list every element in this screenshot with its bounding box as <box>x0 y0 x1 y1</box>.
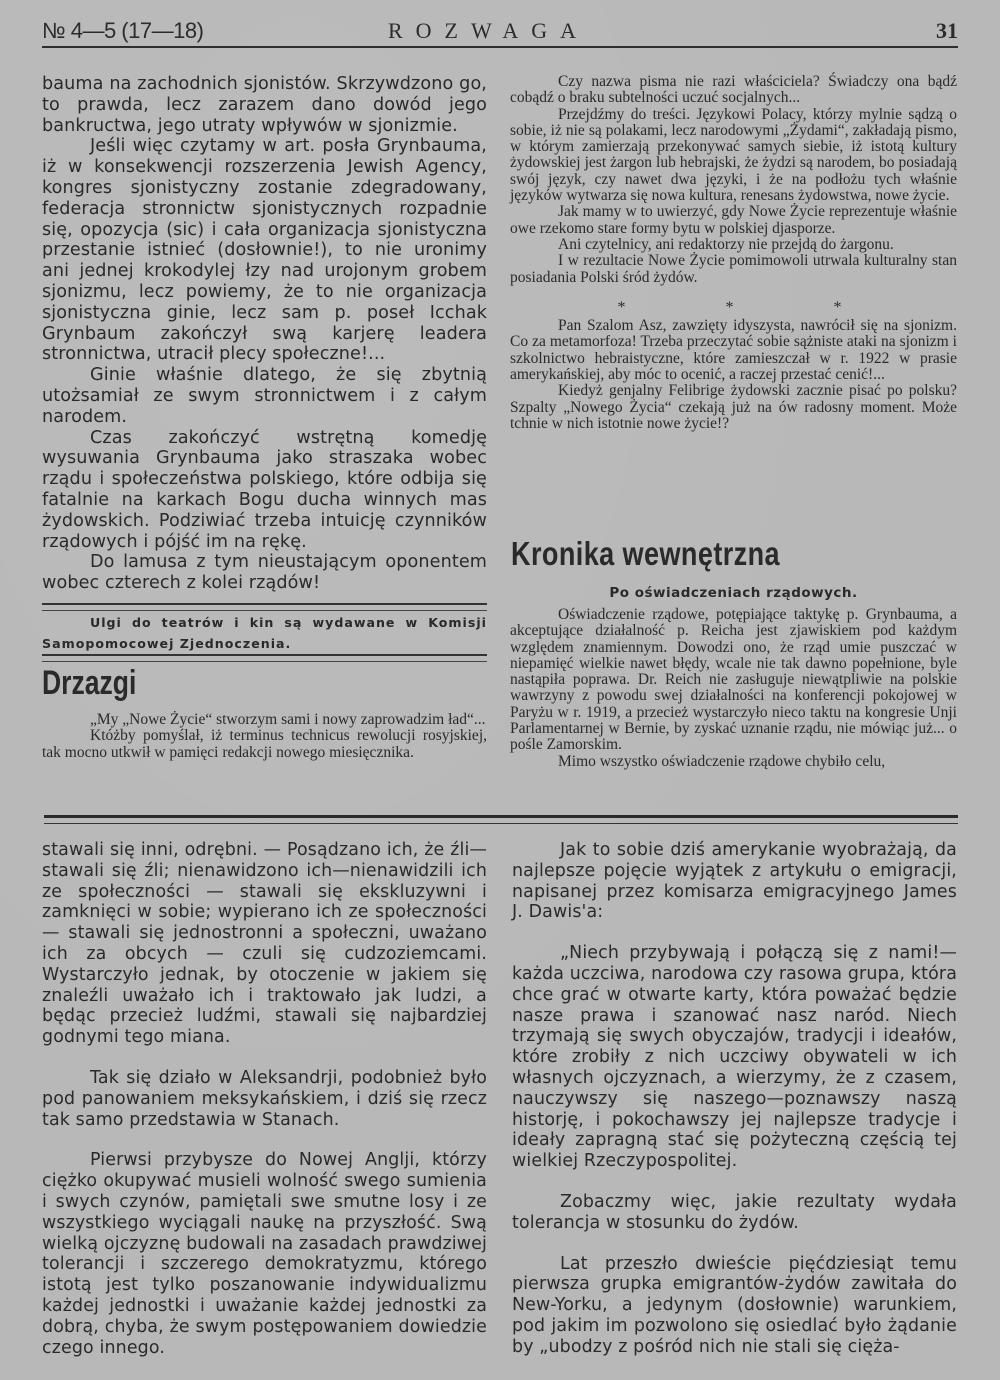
paragraph: Tak się działo w Aleksandrji, podobnież było pod panowaniem meksykańskiem, i dziś się rzecz tak samo przedstawia w Stanach. <box>42 1067 487 1130</box>
paragraph: Jeśli więc czytamy w art. posła Grynbauma, iż w konsekwencji rozszerzenia Jewish Agency, kongres sjonistyczny zostanie zdegradowany, federacja stronnictw sjonistycznych rozpadnie się, opozycja (sic) i cała organizacja sjonistyczna przestanie istnieć (dosłownie!), to nie uronimy ani jednej krokodylej łzy nad urojonym grobem sjonizmu, lecz powiemy, że to nie organizacja sjonistyczna ginie, lecz sam p. poseł Icchak Grynbaum zakończył swą karjerę leadera stronnictwa, utracił plecy społeczne!... <box>42 136 487 365</box>
section-heading-drzazgi: Drzazgi <box>42 664 137 702</box>
paragraph: Kiedyż genjalny Felibrige żydowski zacznie pisać po polsku? Szpalty „Nowego Życia“ czekają już na ów radosny moment. Może tchnie w nich istotnie nowe życie!? <box>510 382 957 432</box>
kronika-subheading: Po oświadczeniach rządowych. <box>609 585 858 601</box>
article-tolerance-left <box>42 840 487 1358</box>
article-tolerance-right <box>512 840 957 1358</box>
paragraph: Przejdźmy do treści. Językowi Polacy, którzy mylnie sądzą o sobie, iż nie są polakami, lecz narodowymi „Żydami“, zakładają pismo, w którym zamierzają przekonywać samych siebie, iż istotą kultury żydowskiej jest żargon lub hebrajski, że żydzi są narodem, bo posiadają swój język, czy nawet dwa języki, i że na podłożu tych właśnie języków wytwarza się nowa kultura, renesans żydowstwa, nowe życie. <box>510 105 957 205</box>
notice-top-rule <box>42 603 487 611</box>
paragraph: bauma na zachodnich sjonistów. Skrzywdzono go, to prawda, lecz zarazem dano dowód jego bankructwa, jego utraty wpływów w sjonizmie. <box>42 74 487 136</box>
paragraph: Do lamusa z tym nieustającym oponentem wobec czterech z kolei rządów! <box>42 552 487 594</box>
paragraph: Pierwsi przybysze do Nowej Anglji, którzy ciężko okupywać musieli wolność swego sumienia i swych czynów, pamiętali swe smutne losy i ze wszystkiego wyciągali naukę na przyszłość. Swą wielką ojczyznę budowali na zasadach prawdziwej tolerancji i szczerego demokratyzmu, którego istotą jest tylko poszanowanie indywidualizmu każdej jednostki i uważanie każdej jednostki za dobrą, chyba, że swym postępowaniem dowiedzie czego innego. <box>42 1150 487 1358</box>
paragraph: Ani czytelnicy, ani redaktorzy nie przejdą do żargonu. <box>558 235 894 253</box>
paragraph: Lat przeszło dwieście pięćdziesiąt temu pierwsza grupka emigrantów-żydów zawitała do New-Yorku, a jedynym (dosłownie) warunkiem, pod jakim im pozwolono się osiedlać było żądanie by „ubodzy z pośród nich nie stali się cięża- <box>512 1253 957 1357</box>
paragraph: Ginie właśnie dlatego, że się zbytnią utożsamiał ze swym stronnictwem i z całym narodem. <box>42 365 487 427</box>
drzazgi-continuation <box>510 74 957 432</box>
paragraph: „My „Nowe Życie“ stworzym sami i nowy zaprowadzim ład“... <box>90 711 486 728</box>
paragraph: I w rezultacie Nowe Życie pomimowoli utrwala kulturalny stan posiadania Polski śród żydów. <box>510 252 957 286</box>
article-continuation-grynbaum <box>42 74 487 594</box>
asterism-separator: * * * <box>617 298 890 316</box>
page-header <box>42 16 958 46</box>
kronika-section <box>510 607 957 770</box>
paragraph: Czas zakończyć wstrętną komedję wysuwania Grynbauma jako straszaka wobec rządu i społeczeństwa polskiego, które odbija się fatalnie na karkach Bogu ducha winnych mas żydowskich. Podziwiać trzeba intuicję czynników rządowych i pójść im na rękę. <box>42 427 487 552</box>
notice-text: Ulgi do teatrów i kin są wydawane w Komisji Samopomocowej Zjednoczenia. <box>42 615 487 651</box>
paragraph: Oświadczenie rządowe, potępiające taktykę p. Grynbauma, a akceptujące działalność p. Reicha jest zjawiskiem pod każdym względem znamiennym. Dowodzi ono, że rząd umie puszczać w niepamięć wielkie nawet błędy, wcale nie tak dawno popełnione, byle nastąpiła poprawa. Dr. Reich nie zasługuje niewątpliwie na polskie wawrzyny z powodu swej działalności na konferencji pokojowej w Paryżu w r. 1919, a przecież wystarczyło nieco taktu na kongresie Unji Parlamentarnej w Bernie, by zyskać uznanie rządu, nie mówiąc już... o pośle Zamorskim. <box>510 606 957 754</box>
page-divider-rule <box>44 815 958 824</box>
paragraph: stawali się inni, odrębni. — Posądzano ich, że źli—stawali się źli; nienawidzono ich—nienawidzili ich ze społeczności — stawali się ekskluzywni i zamknięci w sobie; wypierano ich ze społeczności — stawali się jednostronni a społeczni, uważano ich za obcych — czuli się cudzoziemcami. Wystarczyło jednak, by otoczenie w jakiem się znaleźli uważało ich i traktowało jak ludzi, a będąc przecież ludźmi, stawali się najbardziej godnymi tego miana. <box>42 840 487 1048</box>
paragraph: Czy nazwa pisma nie razi właściciela? Świadczy ona bądź cobądź o braku subtelności uczuć socjalnych... <box>510 73 957 107</box>
section-heading-kronika: Kronika wewnętrzna <box>511 535 781 572</box>
header-rule <box>42 46 958 48</box>
publication-title: ROZWAGA <box>388 18 589 43</box>
paragraph: Jak to sobie dziś amerykanie wyobrażają, da najlepsze pojęcie wyjątek z artykułu o emigracji, napisanej przez komisarza emigracyjnego James J. Dawis'a: <box>512 840 957 923</box>
quotation: „Niech przybywają i połączą się z nami!— każda uczciwa, narodowa czy rasowa grupa, która chce grać w otwarte karty, która poważać będzie nasze prawa i szanować nasz naród. Niech trzymają się swych obyczajów, tradycji i ideałów, które zrobiły z nich uczciwy obywateli w ich własnych ojczyznach, a wierzymy, że z czasem, nauczywszy się naszego—poznawszy naszą historję, i pokochawszy jej najlepsze tradycje i ideały zapragną stać się pożyteczną częścią tej wielkiej Rzeczypospolitej. <box>512 943 957 1172</box>
notice-box <box>42 612 487 654</box>
paragraph: Jak mamy w to uwierzyć, gdy Nowe Życie reprezentuje właśnie owe rzekomo stare formy bytu w polskiej djasporze. <box>510 203 957 237</box>
paragraph: Któżby pomyślał, iż terminus technicus rewolucji rosyjskiej, tak mocno utkwił w pamięci redakcji nowego miesięcznika. <box>42 727 487 761</box>
notice-bottom-rule <box>42 654 487 662</box>
page-number: 31 <box>936 18 958 43</box>
issue-number: № 4—5 (17—18) <box>42 18 204 43</box>
paragraph: Mimo wszystko oświadczenie rządowe chybiło celu, <box>558 752 886 770</box>
paragraph: Pan Szalom Asz, zawzięty idyszysta, nawrócił się na sjonizm. Co za metamorfoza! Trzeba przeczytać sobie sążniste ataki na sjonizm i szkolnictwo hebraistyczne, które zamieszczał w r. 1922 w prasie amerykańskiej, aby móc to ocenić, a raczej przestać cenić!... <box>510 317 957 384</box>
drzazgi-section <box>42 712 487 761</box>
paragraph: Zobaczmy więc, jakie rezultaty wydała tolerancja w stosunku do żydów. <box>512 1191 957 1233</box>
